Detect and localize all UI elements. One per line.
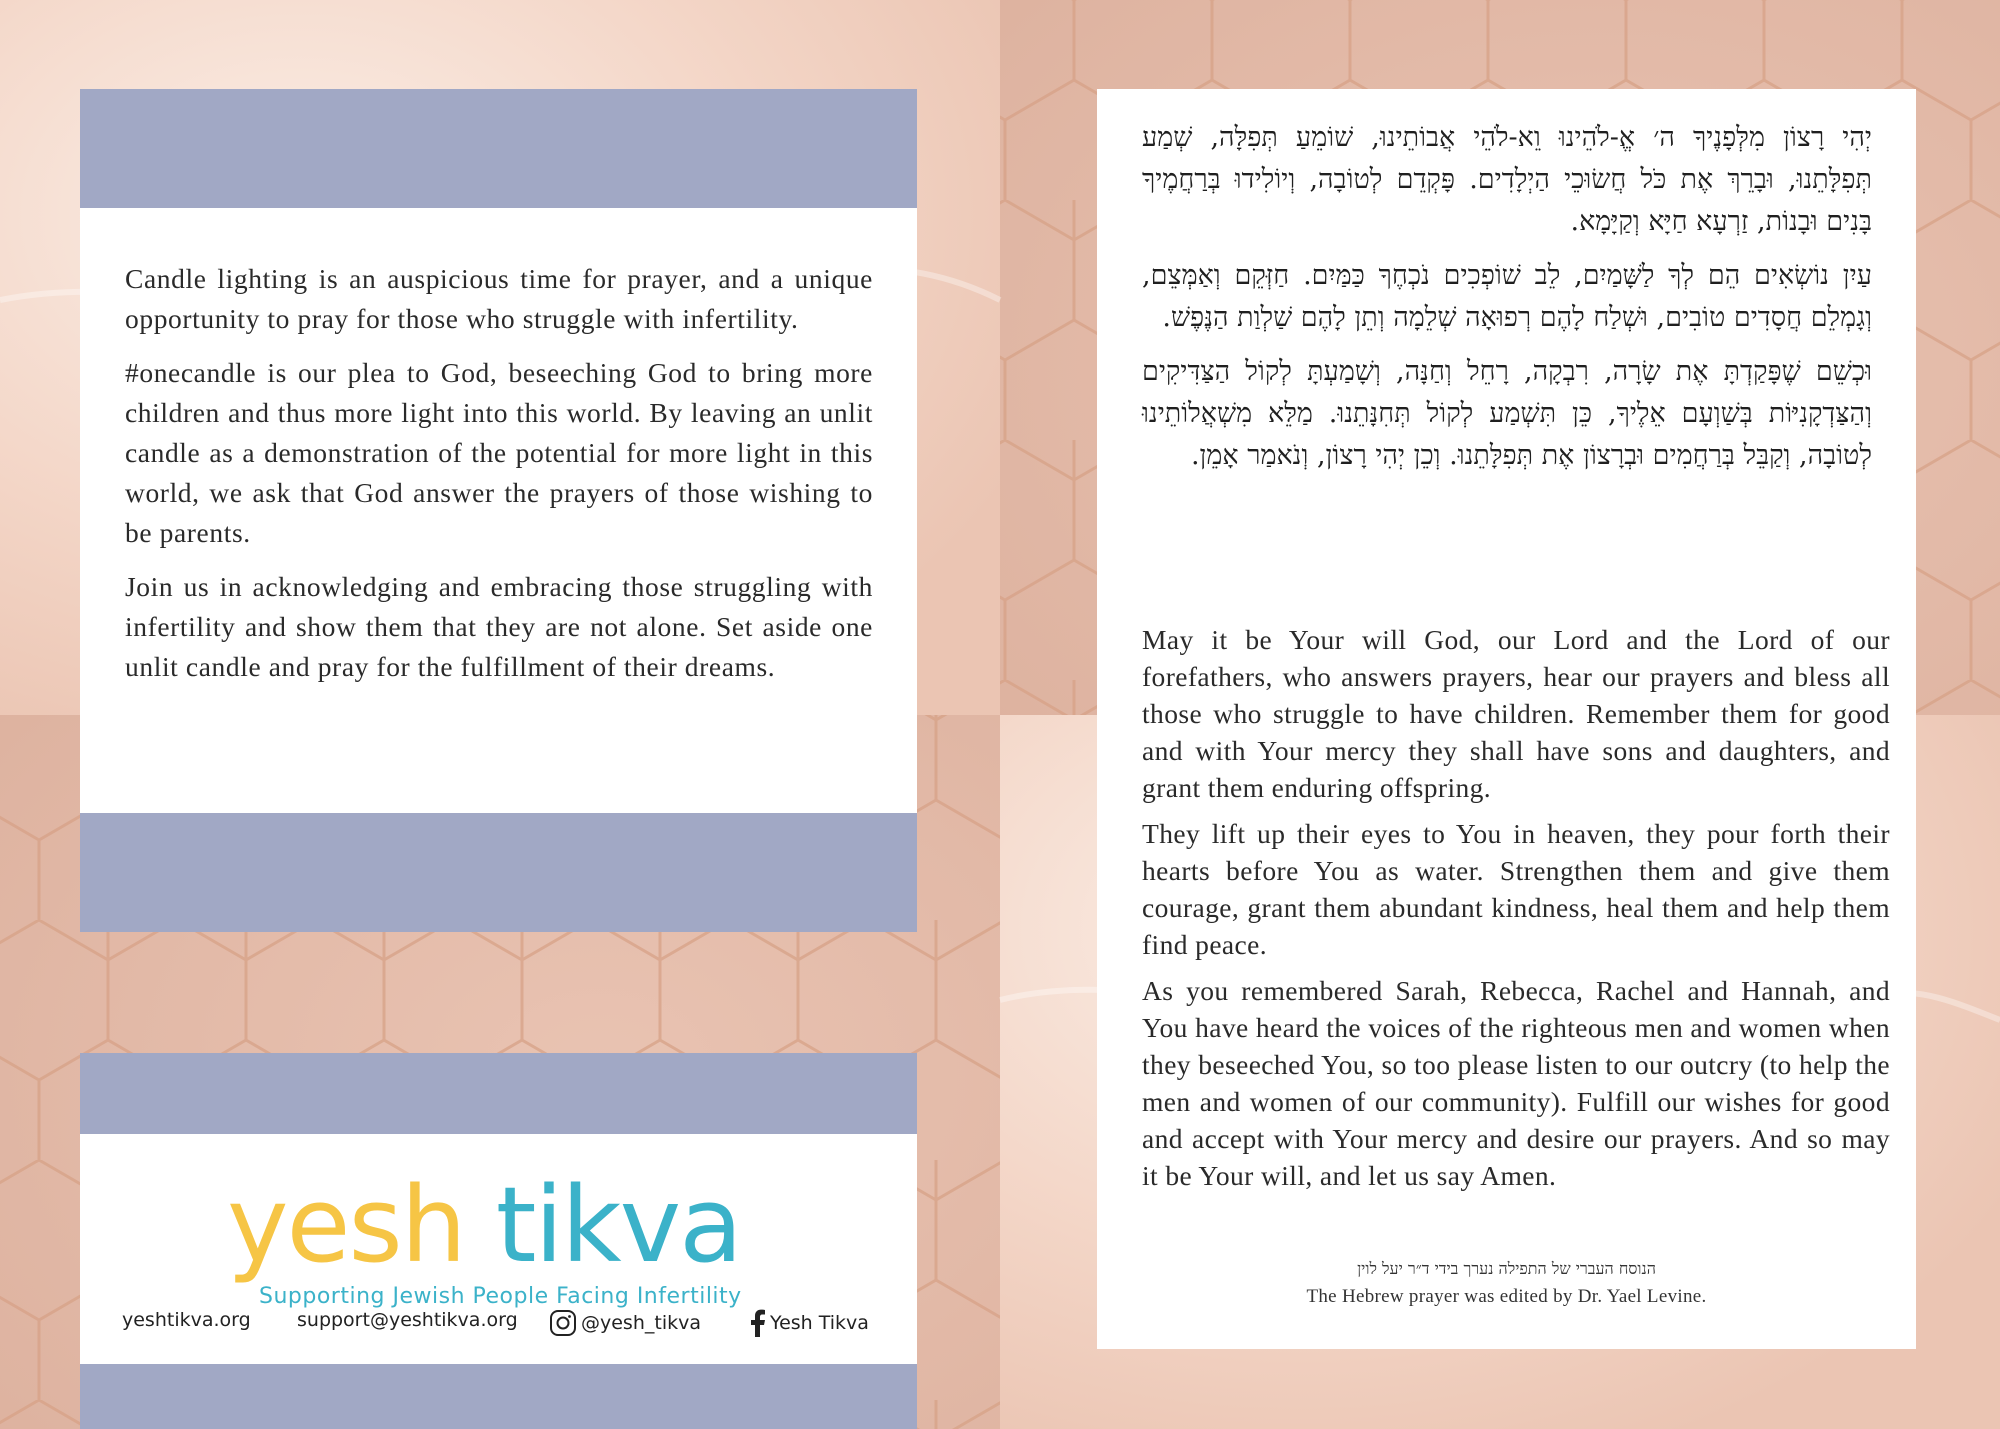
credit-english: The Hebrew prayer was edited by Dr. Yael Levine. bbox=[1306, 1286, 1707, 1307]
english-paragraph: As you remembered Sarah, Rebecca, Rachel and Hannah, and You have heard the voices of the righteous men and women when they beseeched You, so too please listen to our outcry (to help the men and women of our community). Fulfill our wishes for good and accept with Your mercy and desire our prayers. And so may it be Your will, and let us say Amen. bbox=[1142, 975, 1890, 1191]
brand-card bbox=[80, 1053, 917, 1429]
hebrew-paragraph: יְהִי רָצוֹן מִלְּפָנֶיךָ ה׳ אֱ-לֹהֵינוּ וֵא-לֹהֵי אֲבוֹתֵינוּ, שׁוֹמֵעַ תְּפִלָּה, שְׁמַע תְּפִלָּתֵנוּ, וּבָרֵךְ אֶת כֹּל חֲשׂוּכֵי הַיְלָדִים. פָּקְדֵם לְטוֹבָה, וְיוֹלִידוּ בְּרַחֲמֶיךָ בָּנִים וּבָנוֹת, זַרְעָא חַיָּא וְקַיָּמָא. bbox=[1142, 122, 1872, 237]
card-top-bar bbox=[80, 89, 917, 208]
english-prayer bbox=[1142, 621, 1890, 1203]
facebook-link[interactable] bbox=[750, 1309, 869, 1337]
intro-paragraph: #onecandle is our plea to God, beseeching God to bring more children and thus more light into this world. By leaving an unlit candle as a demonstration of the potential for more light in this world, we ask that God answer the prayers of those wishing to be parents. bbox=[125, 357, 873, 548]
email-text: support@yeshtikva.org bbox=[297, 1309, 518, 1331]
intro-text bbox=[125, 259, 873, 701]
credit-hebrew: הנוסח העברי של התפילה נערך בידי ד״ר יעל לוין bbox=[1357, 1259, 1656, 1278]
english-paragraph: They lift up their eyes to You in heaven, they pour forth their hearts before You as water. Strengthen them and give them courage, grant them abundant kindness, heal them and help them find peace. bbox=[1142, 818, 1890, 960]
logo-yesh: yesh bbox=[227, 1166, 465, 1286]
card-bottom-bar bbox=[80, 1364, 917, 1429]
instagram-icon bbox=[549, 1309, 577, 1337]
hebrew-paragraph: עַיִן נוֹשְׂאִים הֵם לְךָ לַשָּׁמַיִם, לֵב שׁוֹפְכִים נֹכְחֶךָ כַּמַּיִם. חַזְּקֵם וְאַמְּצֵם, וְגָמְלֵם חֲסָדִים טוֹבִים, וּשְׁלַח לָהֶם רְפוּאָה שְׁלֵמָה וְתֵן לָהֶם שַׁלְוַת הַנֶּפֶשׁ. bbox=[1142, 260, 1872, 333]
english-paragraph: May it be Your will God, our Lord and the Lord of our forefathers, who answers prayers, hear our prayers and bless all those who struggle to have children. Remember them for good and with Your mercy they shall have sons and daughters, and grant them enduring offspring. bbox=[1142, 624, 1890, 803]
hebrew-paragraph: וּכְשֵׁם שֶׁפָּקַדְתָּ אֶת שָׂרָה, רִבְקָה, רָחֵל וְחַנָּה, וְשָׁמַעְתָּ לְקוֹל הַצַּדִּיקִים וְהַצַּדְקָנִיּוֹת בְּשַׁוְעָם אֵלֶיךָ, כֵּן תִּשְׁמַע לְקוֹל תְּחִנָּתֵנוּ. מַלֵּא מִשְׁאֲלוֹתֵינוּ לְטוֹבָה, וְקַבֵּל בְּרַחֲמִים וּבְרָצוֹן אֶת תְּפִלָּתֵנוּ. וְכֵן יְהִי רָצוֹן, וְנֹאמַר אָמֵן. bbox=[1142, 356, 1872, 471]
card-top-bar bbox=[80, 1053, 917, 1134]
contact-row bbox=[122, 1309, 902, 1349]
prayer-card bbox=[1097, 89, 1916, 1349]
intro-paragraph: Candle lighting is an auspicious time for prayer, and a unique opportunity to pray for those who struggle with infertility. bbox=[125, 263, 873, 334]
logo-tagline: Supporting Jewish People Facing Infertility bbox=[259, 1284, 742, 1309]
facebook-name: Yesh Tikva bbox=[770, 1312, 869, 1334]
website-text: yeshtikva.org bbox=[122, 1309, 251, 1331]
website-link[interactable] bbox=[122, 1309, 251, 1331]
logo-tikva: tikva bbox=[495, 1166, 741, 1286]
instagram-handle: @yesh_tikva bbox=[581, 1312, 701, 1334]
instagram-link[interactable] bbox=[549, 1309, 701, 1337]
intro-card bbox=[80, 89, 917, 932]
intro-paragraph: Join us in acknowledging and embracing those struggling with infertility and show them that they are not alone. Set aside one unlit candle and pray for the fulfillment of their dreams. bbox=[125, 571, 873, 682]
hebrew-prayer bbox=[1142, 117, 1872, 489]
facebook-icon bbox=[750, 1309, 766, 1337]
email-link[interactable] bbox=[297, 1309, 518, 1331]
card-bottom-bar bbox=[80, 813, 917, 932]
